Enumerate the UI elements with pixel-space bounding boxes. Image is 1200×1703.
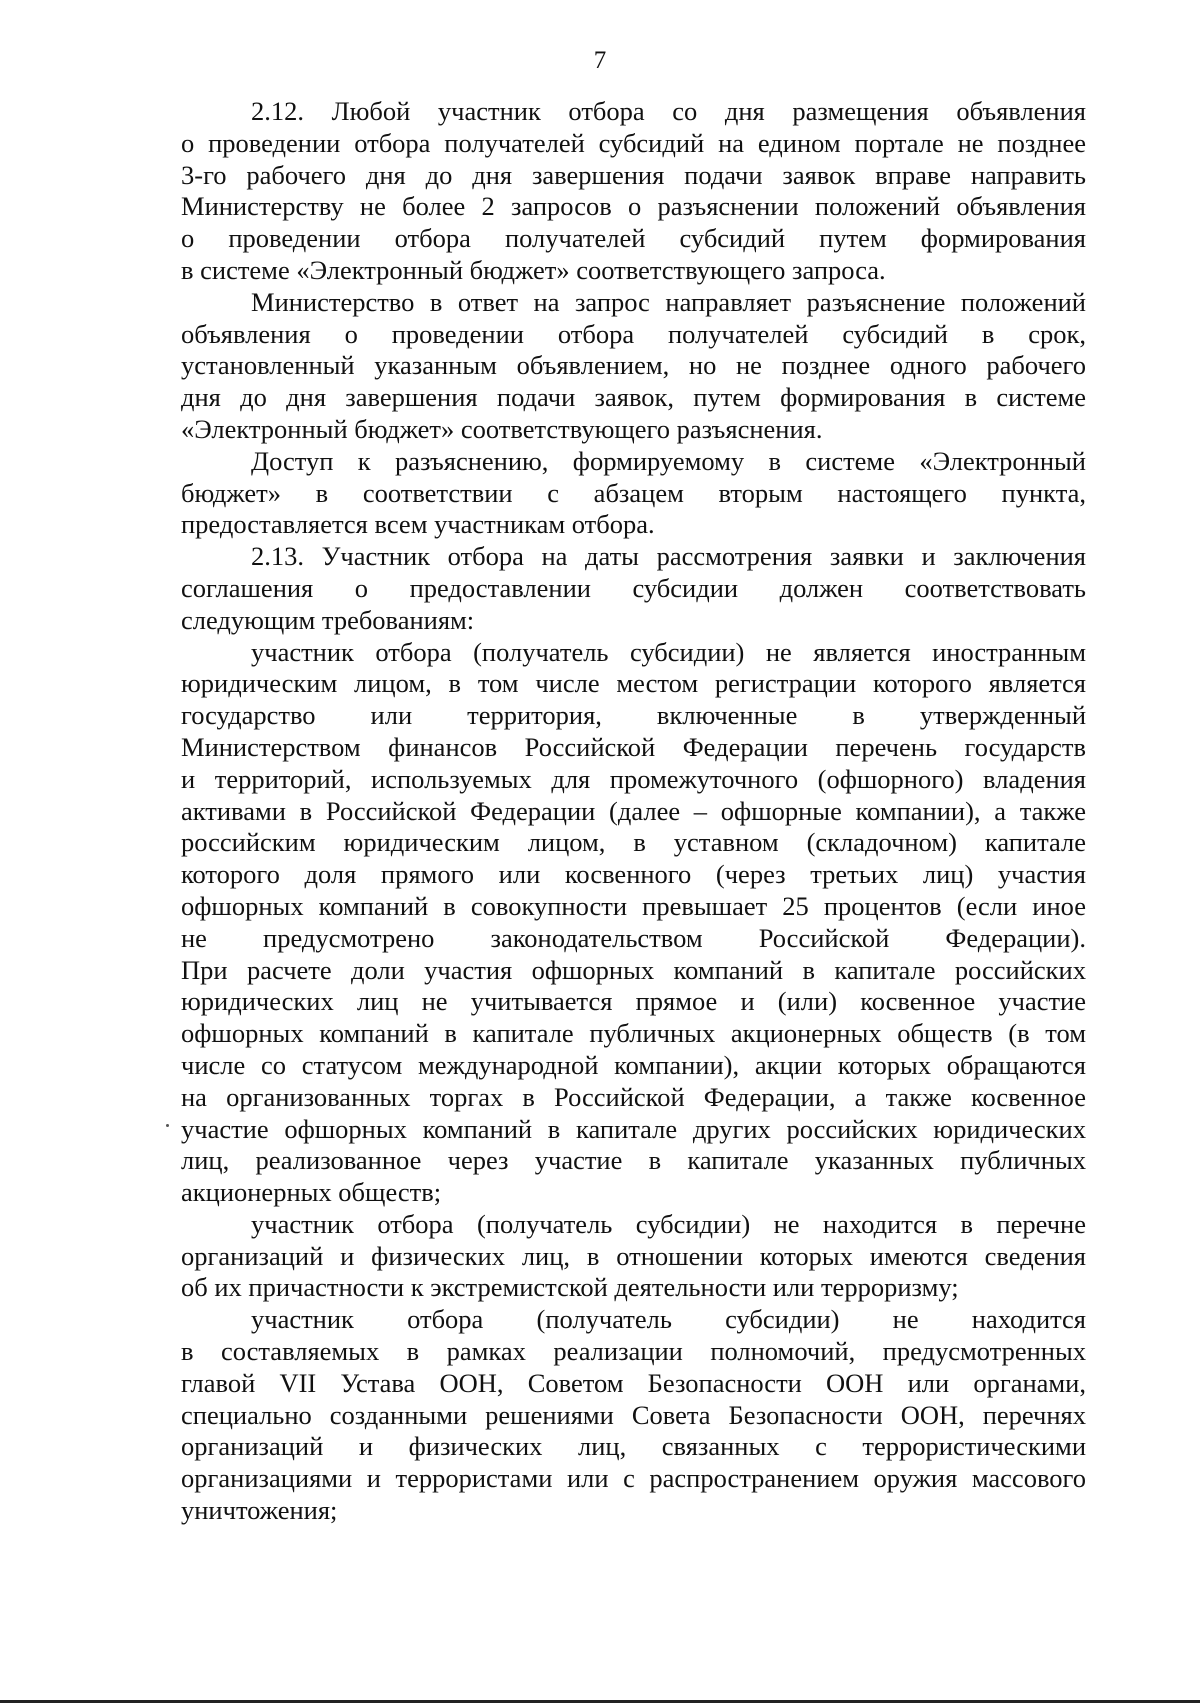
paragraph-first-line: участник отбора (получатель субсидии) не находится [251,1304,1086,1335]
text-line: дня до дня завершения подачи заявок, путем формирования в системе [181,382,1086,413]
text-line: организаций и физических лиц, связанных с террористическими [181,1431,1086,1462]
text-line: объявления о проведении отбора получателей субсидий в срок, [181,318,1086,349]
text-line: специально созданными решениями Совета Безопасности ООН, перечнях [181,1399,1086,1430]
text-line: участие офшорных компаний в капитале других российских юридических [181,1113,1086,1144]
text-line: активами в Российской Федерации (далее – офшорные компании), а также [181,795,1086,826]
text-line: бюджет» в соответствии с абзацем вторым настоящего пункта, [181,477,1086,508]
text-line: юридических лиц не учитывается прямое и (или) косвенное участие [181,986,1086,1017]
text-line: При расчете доли участия офшорных компаний в капитале российских [181,954,1086,985]
paragraph-first-line: участник отбора (получатель субсидии) не находится в перечне [251,1208,1086,1239]
text-line: российским юридическим лицом, в уставном (складочном) капитале [181,827,1086,858]
text-line: в составляемых в рамках реализации полномочий, предусмотренных [181,1336,1086,1367]
text-line: о проведении отбора получателей субсидий на едином портале не позднее [181,127,1086,158]
text-line: лиц, реализованное через участие в капитале указанных публичных [181,1145,1086,1176]
paragraph-first-line: Министерство в ответ на запрос направляет разъяснение положений [251,286,1086,317]
text-line: об их причастности к экстремистской деятельности или терроризму; [181,1272,959,1303]
text-line: не предусмотрено законодательством Российской Федерации). [181,922,1086,953]
text-line: организаций и физических лиц, в отношении которых имеются сведения [181,1240,1086,1271]
text-line: уничтожения; [181,1495,338,1526]
paragraph-first-line: 2.13. Участник отбора на даты рассмотрения заявки и заключения [251,541,1086,572]
scan-speck [166,1124,169,1127]
text-line: офшорных компаний в капитале публичных акционерных обществ (в том [181,1018,1086,1049]
text-line: 3-го рабочего дня до дня завершения подачи заявок вправе направить [181,159,1086,190]
text-line: главой VII Устава ООН, Советом Безопасности ООН или органами, [181,1367,1086,1398]
paragraph-first-line: 2.12. Любой участник отбора со дня размещения объявления [251,96,1086,126]
text-line: Министерством финансов Российской Федерации перечень государств [181,731,1086,762]
text-line: следующим требованиям: [181,604,475,635]
text-line: офшорных компаний в совокупности превышает 25 процентов (если иное [181,890,1086,921]
text-line: юридическим лицом, в том числе местом регистрации которого является [181,668,1086,699]
text-line: акционерных обществ; [181,1177,442,1208]
document-body [181,96,1086,1527]
text-line: Министерству не более 2 запросов о разъяснении положений объявления [181,191,1086,222]
text-line: соглашения о предоставлении субсидии должен соответствовать [181,572,1086,603]
text-line: организациями и террористами или с распространением оружия массового [181,1463,1086,1494]
paragraph-first-line: участник отбора (получатель субсидии) не является иностранным [251,636,1086,667]
text-line: и территорий, используемых для промежуточного (офшорного) владения [181,763,1086,794]
text-line: «Электронный бюджет» соответствующего разъяснения. [181,413,823,444]
text-line: в системе «Электронный бюджет» соответствующего запроса. [181,254,886,285]
text-line: о проведении отбора получателей субсидий путем формирования [181,223,1086,254]
text-line: предоставляется всем участникам отбора. [181,509,655,540]
text-line: числе со статусом международной компании), акции которых обращаются [181,1049,1086,1080]
page-number: 7 [593,47,607,74]
text-line: государство или территория, включенные в утвержденный [181,700,1086,731]
text-line: установленный указанным объявлением, но не позднее одного рабочего [181,350,1086,381]
text-line: которого доля прямого или косвенного (через третьих лиц) участия [181,859,1086,890]
text-line: на организованных торгах в Российской Федерации, а также косвенное [181,1081,1086,1112]
paragraph-first-line: Доступ к разъяснению, формируемому в системе «Электронный [251,445,1086,476]
